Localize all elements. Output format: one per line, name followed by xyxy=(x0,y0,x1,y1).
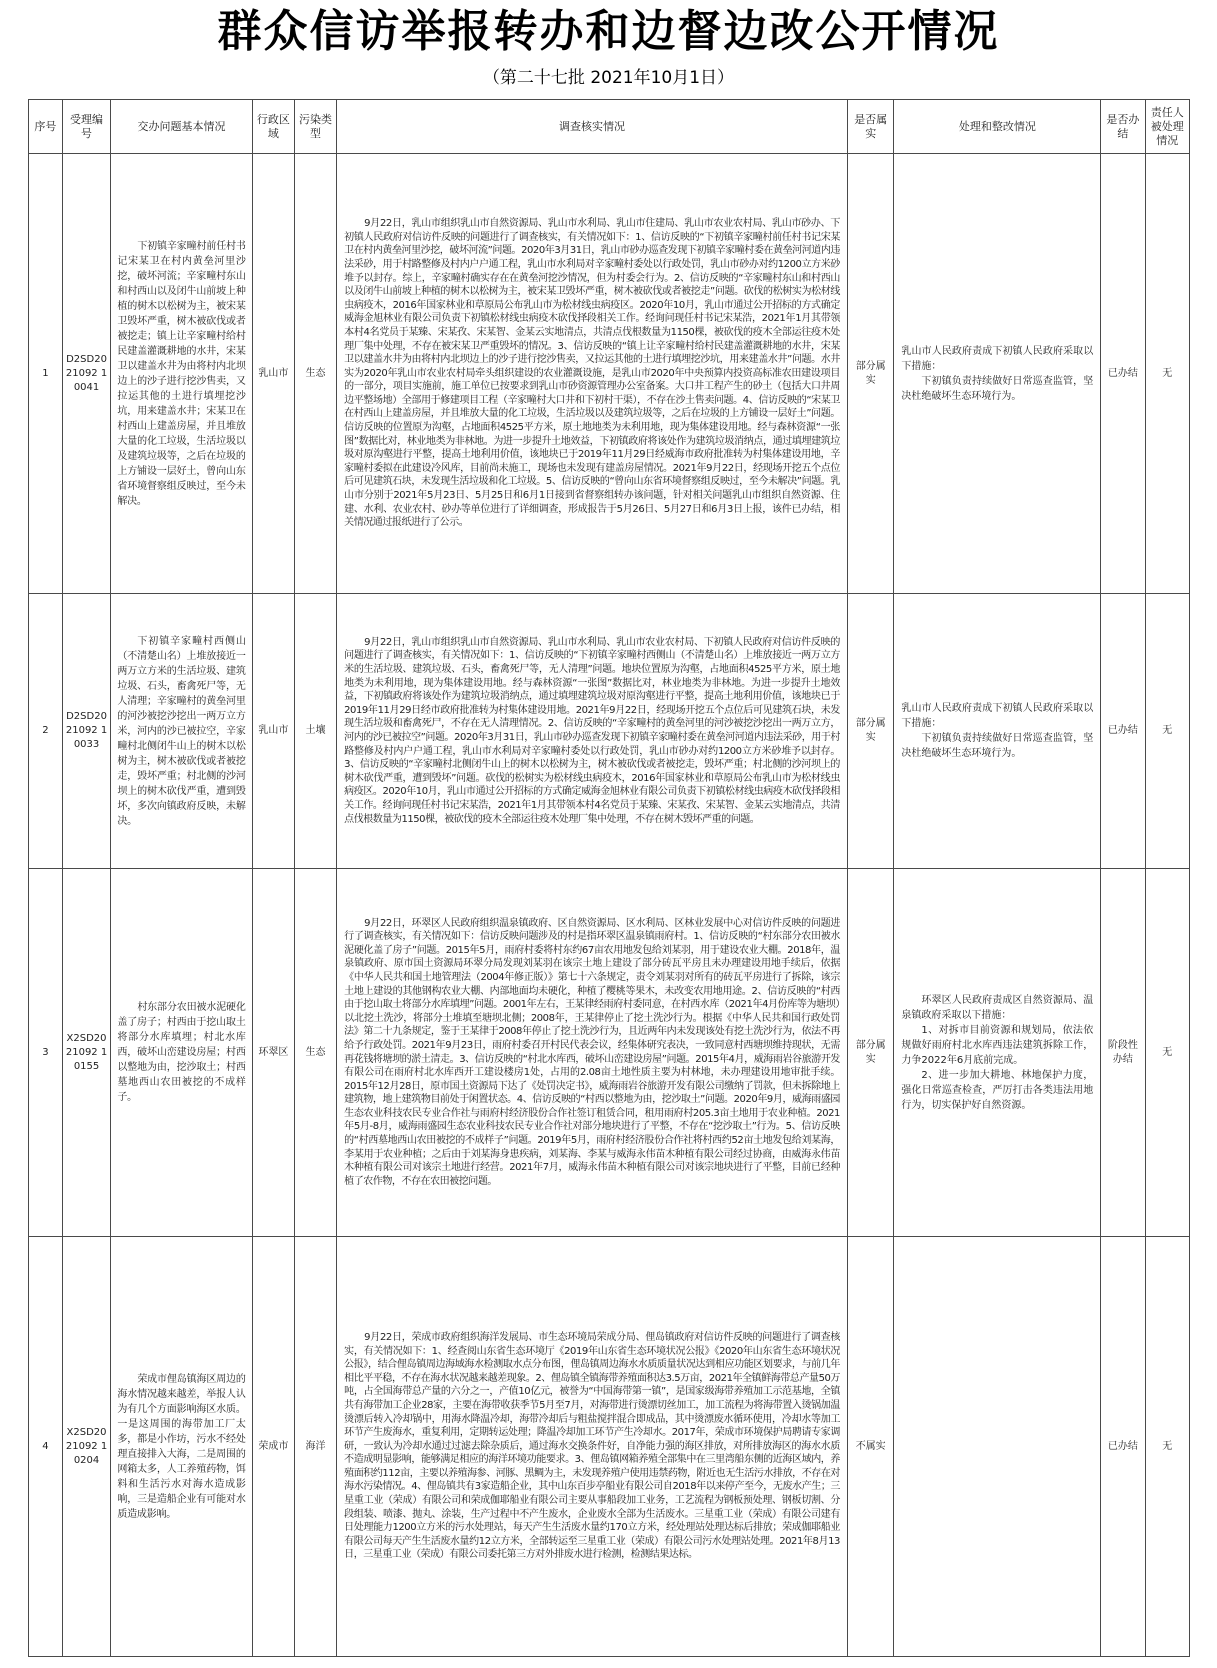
cell-pollution-type: 海洋 xyxy=(294,1237,336,1657)
issue-text: 下初镇辛家疃村前任村书记宋某卫在村内黄垒河里沙挖，破坏河流；辛家疃村东山和村西山以及闭牛山前坡上种植的树木以松树为主，被宋某卫毁坏严重，树木被砍伐或者被挖走；镇上让辛家疃村给村民建盖灌溉耕地的水井，宋某卫以建盖水井为由将村内北坝边上的沙子进行挖沙售卖，又拉运其他的土进行填埋挖沙坑，用来建盖水井；宋某卫在村西山上建盖房屋，并且堆放大量的化工垃圾，生活垃圾以及建筑垃圾等，之后在垃圾的上方铺设一层好土，曾向山东省环境督察组反映过，至今未解决。 xyxy=(117,240,246,507)
document-title: 群众信访举报转办和边督边改公开情况 xyxy=(217,6,1000,57)
investigation-text: 9月22日，环翠区人民政府组织温泉镇政府、区自然资源局、区水利局、区林业发展中心对信访件反映的问题进行了调查核实，有关情况如下：信访反映问题涉及的村是指环翠区温泉镇雨府村。1、信访反映的“村东部分农田被水泥硬化盖了房子”问题。2015年5月，雨府村委将村东约67亩农用地发包给刘某羽，用于建设农业大棚。2018年，温泉镇政府、原市国土资源局环翠分局发现刘某羽在该宗土地上建设了部分砖瓦平房且未办理建设用地手续后，依据《中华人民共和国土地管理法（2004年修正版）》第七十六条规定，责令刘某羽对所有的砖瓦平房进行了拆除，该宗土地上建设的其他钢构农业大棚、内部地面均未硬化，种植了樱桃等果木，未改变农用地用途。2、信访反映的“村西由于挖山取土将部分水库填埋”问题。2001年左右，王某律经雨府村委同意，在村西水库（2021年4月份库等为塘坝）以北挖土洗沙，将部分土堆填至塘坝北侧；2008年，王某律停止了挖土洗沙行为。根据《中华人民共和国行政处罚法》第二十九条规定，鉴于王某律于2008年停止了挖土洗沙行为，且近两年内未发现该处有挖土洗沙行为，依法不再给予行政处罚。2021年9月23日，雨府村委召开村民代表会议，经集体研究表决，一致同意村西塘坝维持现状，无需再花钱将塘坝的淤土清走。3、信访反映的“村北水库西，破坏山峦建设房屋”问题。2015年4月，威海雨岩谷旅游开发有限公司在雨府村北水库西开工建设楼房1处，占用的2.08亩土地性质主要为村林地，未办理建设用地审批手续。2015年12月28日，原市国土资源局下达了《处罚决定书》，威海雨岩谷旅游开发有限公司缴纳了罚款，但未拆除地上建筑物，地上建筑物目前处于闲置状态。4、信访反映的“村西以整地为由，挖沙取土”问题。2020年9月，威海雨盛园生态农业科技农民专业合作社与雨府村经济股份合作社签订租赁合同，租用雨府村205.3亩土地用于农业种植。2021年5月-8月，威海雨盛园生态农业科技农民专业合作社对部分地块进行了平整，不存在“挖沙取土”行为。5、信访反映的“村西墓地西山农田被挖的不成样子”问题。2019年5月，雨府村经济股份合作社将村西约52亩土地发包给刘某海，李某用于农业种植；之后由于刘某海身患疾病，刘某海、李某与威海永伟苗木种植有限公司经过协商，由威海永伟苗木种植有限公司对该宗土地进行经营。2021年7月，威海永伟苗木种植有限公司对该宗地块进行了平整，目前已经种植了农作物，不存在农田被挖问题。 xyxy=(344,917,840,1187)
cell-region: 环翠区 xyxy=(252,869,294,1237)
rectification-line: 下初镇负责持续做好日常巡查监管，坚决杜绝破坏生态环境行为。 xyxy=(901,375,1094,402)
cell-seq: 1 xyxy=(29,154,63,594)
cell-rectification xyxy=(894,594,1101,869)
cell-investigation xyxy=(337,154,848,594)
cell-investigation xyxy=(337,869,848,1237)
cell-is-true: 部分属实 xyxy=(847,869,893,1237)
table-row xyxy=(29,594,1190,869)
cell-issue xyxy=(111,594,252,869)
cell-rectification xyxy=(894,1237,1101,1657)
cell-receipt-no: X2SD2021092 10204 xyxy=(62,1237,111,1657)
cell-is-true: 部分属实 xyxy=(847,594,893,869)
cell-accountability: 无 xyxy=(1145,154,1189,594)
cell-pollution-type: 生态 xyxy=(294,154,336,594)
investigation-text: 9月22日，乳山市组织乳山市自然资源局、乳山市水利局、乳山市住建局、乳山市农业农村局、乳山市砂办、下初镇人民政府对信访件反映的问题进行了调查核实，有关情况如下：1、信访反映的“下初镇辛家疃村前任村书记宋某卫在村内黄垒河里沙挖，破坏河流”问题。2020年3月31日，乳山市砂办巡查发现下初镇辛家疃村委在黄垒河河道内违法采砂，用于村路整修及村内户户通工程，乳山市水利局对辛家疃村委处以行政处罚，乳山市砂办对约1200立方米砂堆予以封存。综上，辛家疃村确实存在在黄垒河挖沙情况，但为村委会行为。2、信访反映的“辛家疃村东山和村西山以及闭牛山前坡上种植的树木以松树为主，被宋某卫毁坏严重，树木被砍伐或者被挖走”问题。砍伐的松树实为松材线虫病疫木，2016年国家林业和草原局公布乳山市为松材线虫病疫区。2020年10月，乳山市通过公开招标的方式确定威海金旭林业有限公司负责下初镇松材线虫病疫木砍伐择段相关工作。经询问现任村书记宋某浩，2021年1月其带领本村4名党员于某臻、宋某孜、宋某智、金某云实地清点，共清点伐根数量为1150棵，被砍伐的疫木全部运往疫木处理厂集中处理，不存在被宋某卫严重毁坏的情况。3、信访反映的“镇上让辛家疃村给村民建盖灌溉耕地的水井，宋某卫以建盖水井为由将村内北坝边上的沙子进行挖沙售卖，又拉运其他的土进行填埋挖沙坑，用来建盖水井”问题。水井实为2020年乳山市农业农村局牵头组织建设的农业灌溉设施，是乳山市2020年中央预算内投资高标准农田建设项目的一部分，项目实施前，施工单位已按要求到乳山市砂资源管理办公室备案。大口井工程产生的砂土（包括大口井周边平整场地）全部用于修建项目工程（辛家疃村大口井和下初村干渠），不存在沙土售卖问题。4、信访反映的“宋某卫在村西山上建盖房屋，并且堆放大量的化工垃圾，生活垃圾以及建筑垃圾等，之后在垃圾的上方铺设一层好土”问题。信访反映的位置原为沟壑，占地面积4525平方米，原土地地类为未利用地，现为集体建设用地。经与森林资源“一张图”数据比对，林业地类为非林地。为进一步提升土地效益，下初镇政府将该处作为建筑垃圾消纳点，通过填埋建筑垃圾对原沟壑进行平整，提高土地利用价值，该地块已于2019年11月29日经威海市政府批准转为村集体建设用地，辛家疃村委拟在此建设冷风库，目前尚未施工，现场也未发现有建盖房屋情况。2021年9月22日，经现场开挖五个点位后可见建筑石块，未发现生活垃圾和化工垃圾。5、信访反映的“曾向山东省环境督察组反映过，至今未解决”问题。乳山市分别于2021年5月23日、5月25日和6月1日接到省督察组转办该问题，针对相关问题乳山市组织自然资源、住建、水利、农业农村、砂办等单位进行了详细调查，形成报告于5月26日、5月27日和6月3日上报，该件已办结，相关情况通过报纸进行了公示。 xyxy=(344,218,840,529)
col-header-rectification: 处理和整改情况 xyxy=(894,100,1101,154)
cell-region: 乳山市 xyxy=(252,594,294,869)
investigation-text: 9月22日，乳山市组织乳山市自然资源局、乳山市水利局、乳山市农业农村局、下初镇人民政府对信访件反映的问题进行了调查核实，有关情况如下：1、信访反映的“下初镇辛家疃村西侧山（不清楚山名）上堆放接近一两万立方米的生活垃圾、建筑垃圾、石头，畜禽死尸等，无人清理”问题。地块位置原为沟壑，占地面积4525平方米，原土地地类为未利用地，现为集体建设用地。经与森林资源“一张图”数据比对，林业地类为非林地。为进一步提升土地效益，下初镇政府将该处作为建筑垃圾消纳点，通过填埋建筑垃圾对原沟壑进行平整，提高土地利用价值，该地块已于2019年11月29日经市政府批准转为村集体建设用地。2021年9月22日，经现场开挖五个点位后可见建筑石块，未发现生活垃圾和畜禽死尸，不存在无人清理情况。2、信访反映的“辛家疃村的黄垒河里的河沙被挖沙挖出一两万立方，河内的沙已被拉空”问题。2020年3月31日，乳山市砂办巡查发现下初镇辛家疃村委在黄垒河河道内违法采砂，用于村路整修及村内户户通工程，乳山市水利局对辛家疃村委处以行政处罚，乳山市砂办对约1200立方米砂堆予以封存。3、信访反映的“辛家疃村北侧闭牛山上的树木以松树为主，树木被砍伐或者被挖走，毁坏严重；村北侧的沙河坝上的树木砍伐严重，遭到毁坏”问题。砍伐的松树实为松材线虫病疫木，2016年国家林业和草原局公布乳山市为松材线虫病疫区。2020年10月，乳山市通过公开招标的方式确定威海金旭林业有限公司负责下初镇松材线虫病疫木砍伐择段相关工作。经询问现任村书记宋某浩，2021年1月其带领本村4名党员于某臻、宋某孜、宋某智、金某云实地清点，共清点伐根数量为1150棵，被砍伐的疫木全部运往疫木处理厂集中处理，不存在树木毁坏严重的问题。 xyxy=(344,636,840,825)
col-header-is-true: 是否属实 xyxy=(847,100,893,154)
cell-investigation xyxy=(337,594,848,869)
col-header-accountability: 责任人被处理情况 xyxy=(1145,100,1189,154)
col-header-region: 行政区域 xyxy=(252,100,294,154)
rectification-line: 2、进一步加大耕地、林地保护力度，强化日常巡查检查，严厉打击各类违法用地行为，切实保护好自然资源。 xyxy=(901,1069,1094,1111)
investigation-text: 9月22日，荣成市政府组织海洋发展局、市生态环境局荣成分局、俚岛镇政府对信访件反映的问题进行了调查核实，有关情况如下：1、经查阅山东省生态环境厅《2019年山东省生态环境状况公报》《2020年山东省生态环境状况公报》，结合俚岛镇周边海域海水检测取水点分布图，俚岛镇周边海水水质质量状况达到相应功能区划要求，与前几年相比平平稳，不存在海水状况越来越差现象。2、俚岛镇全镇海带养殖面积达3.5万亩，2021年全镇鲜海带总产量50万吨，占全国海带总产量的六分之一，产值10亿元，被誉为“中国海带第一镇”，是国家级海带养殖加工示范基地，全镇共有海带加工企业28家，主要在海带收获季节5月至7月，对海带进行烫漂切丝加工，加工流程为将海带置入烫锅加温烫漂后转入冷却锅中，用海水降温冷却，海带冷却后与粗盐搅拌混合即成品，其中烫漂废水循环使用，冷却水等加工环节产生废海水，重复利用，定期转运处理；降温冷却加工环节产生冷却水。2017年，荣成市环境保护局聘请专家调研，一致认为冷却水通过过滤去除杂质后，通过海水交换条件好，自净能力强的海区排放，对所排放海区的海水水质不造成明显影响，能够满足相应的海洋环境功能要求。3、俚岛镇网箱养殖全部集中在三里湾船东侧的近海区域内，养殖面积约112亩，主要以养殖海参、河豚、黑鲷为主，未发现养殖户使用违禁药物，附近也无生活污水排放，不存在对海水污染情况。4、俚岛镇共有3家造船企业，其中山东百步亭船业有限公司自2018年以来停产至今，无废水产生；三星重工业（荣成）有限公司和荣成伽耶船业有限公司主要从事船段加工业务，工艺流程为钢板预处理、钢板切割、分段组装、喷漆、抛丸、涂装，生产过程中不产生废水，企业废水全部为生活废水。三星重工业（荣成）有限公司建有日处理能力1200立方米的污水处理站，每天产生生活废水量约170立方米，经处理站处理达标后排放；荣成伽耶船业有限公司每天产生生活废水量约12立方米，全部转运至三星重工业（荣成）有限公司污水处理站处理。2021年8月13日，三星重工业（荣成）有限公司委托第三方对外排废水进行检测，检测结果达标。 xyxy=(344,1331,840,1561)
cell-receipt-no: D2SD2021092 10041 xyxy=(62,154,111,594)
cell-investigation xyxy=(337,1237,848,1657)
cell-seq: 4 xyxy=(29,1237,63,1657)
col-header-investigation: 调查核实情况 xyxy=(337,100,848,154)
rectification-line: 下初镇负责持续做好日常巡查监管，坚决杜绝破坏生态环境行为。 xyxy=(901,733,1094,759)
cell-is-handled: 已办结 xyxy=(1101,594,1145,869)
rectification-line: 1、对拆市目前资源和规划局，依法依规做好雨府村北水库西违法建筑拆除工作，力争2022年6月底前完成。 xyxy=(901,1024,1094,1066)
col-header-receipt-no: 受理编号 xyxy=(62,100,111,154)
cell-accountability: 无 xyxy=(1145,594,1189,869)
issue-text: 下初镇辛家疃村西侧山（不清楚山名）上堆放接近一两万立方米的生活垃圾、建筑垃圾、石头，畜禽死尸等，无人清理；辛家疃村的黄垒河里的河沙被挖沙挖出一两万立方米，河内的沙已被拉空，辛家疃村北侧闭牛山上的树木以松树为主，树木被砍伐或者被挖走，毁坏严重；村北侧的沙河坝上的树木砍伐严重，遭到毁坏，多次向镇政府反映，未解决。 xyxy=(117,635,246,827)
cell-seq: 3 xyxy=(29,869,63,1237)
col-header-pollution-type: 污染类型 xyxy=(294,100,336,154)
rectification-line: 乳山市人民政府责成下初镇人民政府采取以下措施： xyxy=(901,345,1094,372)
cell-accountability: 无 xyxy=(1145,869,1189,1237)
cell-rectification xyxy=(894,154,1101,594)
header-row xyxy=(29,100,1190,154)
complaints-table xyxy=(28,99,1190,1657)
cell-accountability: 无 xyxy=(1145,1237,1189,1657)
issue-text: 村东部分农田被水泥硬化盖了房子；村西由于挖山取土将部分水库填埋；村北水库西，破坏山峦建设房屋；村西以整地为由，挖沙取土；村西墓地西山农田被挖的不成样子。 xyxy=(117,1002,246,1103)
cell-is-handled: 已办结 xyxy=(1101,1237,1145,1657)
col-header-issue: 交办问题基本情况 xyxy=(111,100,252,154)
cell-pollution-type: 生态 xyxy=(294,869,336,1237)
issue-text: 荣成市俚岛镇海区周边的海水情况越来越差，举报人认为有几个方面影响海区水质。一是这周围的海带加工厂太多，都是小作坊，污水不经处理直接排入大海，二是周围的网箱太多，人工养殖药物，饵料和生活污水对海水造成影响，三是造船企业有可能对水质造成影响。 xyxy=(117,1373,246,1520)
cell-seq: 2 xyxy=(29,594,63,869)
cell-issue xyxy=(111,869,252,1237)
table-row xyxy=(29,869,1190,1237)
cell-is-handled: 阶段性办结 xyxy=(1101,869,1145,1237)
cell-is-handled: 已办结 xyxy=(1101,154,1145,594)
table-row xyxy=(29,1237,1190,1657)
col-header-is-handled: 是否办结 xyxy=(1101,100,1145,154)
cell-is-true: 不属实 xyxy=(847,1237,893,1657)
document-subtitle: （第二十七批 2021年10月1日） xyxy=(482,68,735,88)
cell-rectification xyxy=(894,869,1101,1237)
rectification-line: 环翠区人民政府责成区自然资源局、温泉镇政府采取以下措施： xyxy=(901,994,1094,1021)
cell-is-true: 部分属实 xyxy=(847,154,893,594)
table-row xyxy=(29,154,1190,594)
col-header-seq: 序号 xyxy=(29,100,63,154)
cell-pollution-type: 土壤 xyxy=(294,594,336,869)
cell-receipt-no: D2SD2021092 10033 xyxy=(62,594,111,869)
cell-receipt-no: X2SD2021092 10155 xyxy=(62,869,111,1237)
cell-issue xyxy=(111,1237,252,1657)
cell-region: 荣成市 xyxy=(252,1237,294,1657)
cell-region: 乳山市 xyxy=(252,154,294,594)
rectification-line: 乳山市人民政府责成下初镇人民政府采取以下措施： xyxy=(901,703,1094,729)
cell-issue xyxy=(111,154,252,594)
